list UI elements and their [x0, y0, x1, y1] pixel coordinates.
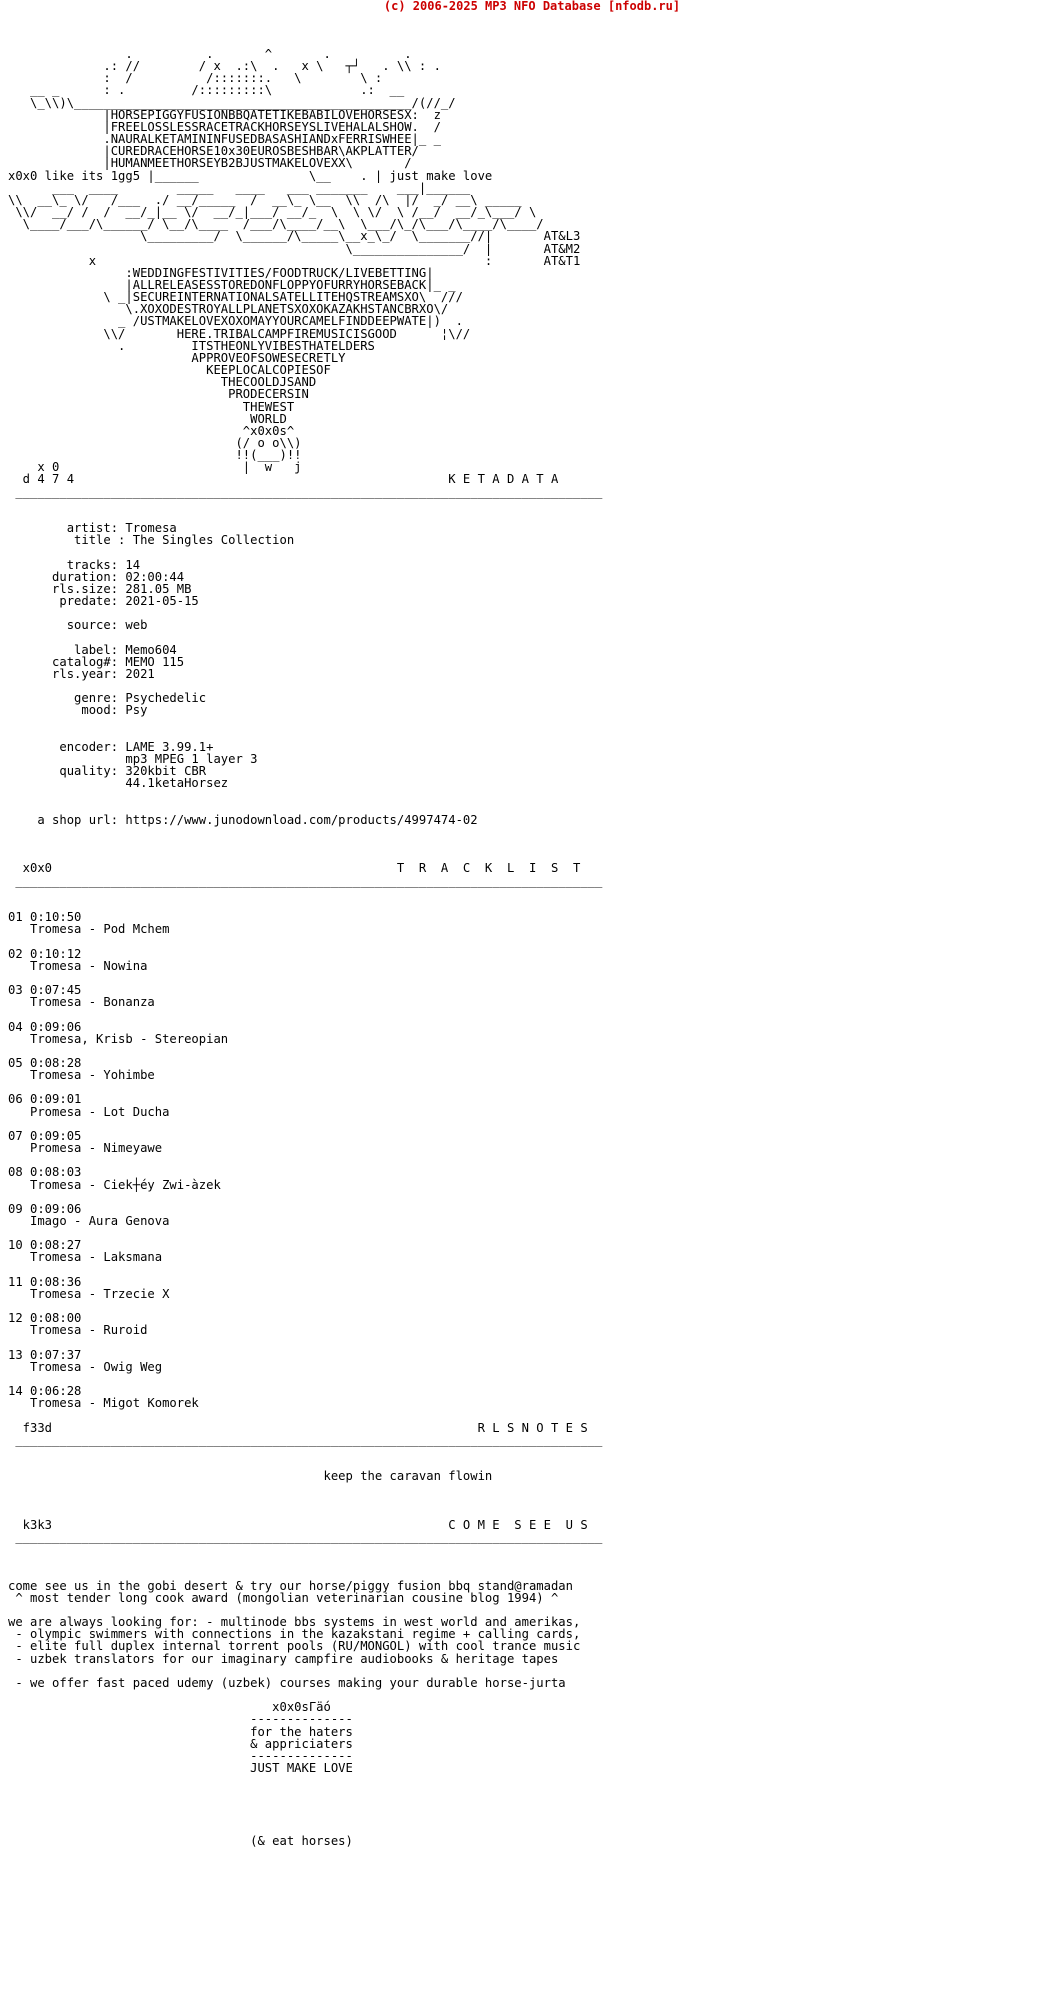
nfo-text: . . ^ . . .: // / x .:\ . x \ ┬┘ . \\ : . : / /:::::::. \ \ : __ _ : . /:::::::::\ .: __ \_\\)\______________________________________________/(//_/ |HORSEPIGGYFUSIONBBQATETIKEBABILOVEHORSESX: z |FREELOSSLESSRACETRACKHORSEYSLIVEHALALSHOW. / .NAURALKETAMININFUSEDBASASHIANDxFERRISWHEE|_ _ |CUREDRACEHORSE10x30EUROSBESHBAR\AKPLATTER/ |HUMANMEETHORSEYB2BJUSTMAKELOVEXX\ / x0x0 like its 1gg5 |______ \__ . | just make love ___ ____ _____ ____ ___ _______ ___|______ \\ __\_ \/ /___ ./ __/_____ / __\_ \__ \\ /\ |/ _/ __\ _____ \\/ __/ / / __/_|__ \/ __/_|___/ __/_ \ \ \/ \ /__/ __/_\___/ \ \____/___/\______/ \__/\____ /___/\____/__\ \___/\_/\___/\____/\____/ \_________/ \______/\_____\__x_\_/ \_______//| AT&L3 \_______________/ | AT&M2 x : AT&T1 :WEDDINGFESTIVITIES/FOODTRUCK/LIVEBETTING| |ALLRELEASESSTOREDONFLOPPYOFURRYHORSEBACK|_ _ \ _|SECUREINTERNATIONALSATELLITEHQSTREAMSXO\ /// \.XOXODESTROYALLPLANETSXOXOKAZAKHSTANCBRXO\/ _ /USTMAKELOVEXOXOMAYYOURCAMELFINDDEEPWATE|) . \\/ HERE.TRIBALCAMPFIREMUSICISGOOD ¦\// . ITSTHEONLYVIBESTHATELDERS APPROVEOFSOWESECRETLY KEEPLOCALCOPIESOF THECOOLDJSAND PRODECERSIN THEWEST WORLD ^x0x0s^ (/ o o\\) !!(___)!! x 0 | w j d 4 7 4 K E T A D A T A ________________________________________________________________________________ artist: Tromesa title : The Singles Collection tracks: 14 duration: 02:00:44 rls.size: 281.05 MB predate: 2021-05-15 source: web label: Memo604 catalog#: MEMO 115 rls.year: 2021 genre: Psychedelic mood: Psy encoder: LAME 3.99.1+ mp3 MPEG 1 layer 3 quality: 320kbit CBR 44.1ketaHorsez a shop url: https://www.junodownload.com/products/4997474-02 x0x0 T R A C K L I S T ________________________________________________________________________________ 01 0:10:50 Tromesa - Pod Mchem 02 0:10:12 Tromesa - Nowina 03 0:07:45 Tromesa - Bonanza 04 0:09:06 Tromesa, Krisb - Stereopian 05 0:08:28 Tromesa - Yohimbe 06 0:09:01 Promesa - Lot Ducha 07 0:09:05 Promesa - Nimeyawe 08 0:08:03 Tromesa - Ciek┼éy Zwi-àzek 09 0:09:06 Imago - Aura Genova 10 0:08:27 Tromesa - Laksmana 11 0:08:36 Tromesa - Trzecie X 12 0:08:00 Tromesa - Ruroid 13 0:07:37 Tromesa - Owig Weg 14 0:06:28 Tromesa - Migot Komorek f33d R L S N O T E S ________________________________________________________________________________ keep the caravan flowin k3k3 C O M E S E E U S ________________________________________________________________________________ come see us in the gobi desert & try our horse/piggy fusion bbq stand@ramadan ^ most tender long cook award (mongolian veterinarian cousine blog 1994) ^ we are always looking for: - multinode bbs systems in west world and amerikas, - olympic swimmers with connections in the kazakstani regime + calling cards, - elite full duplex internal torrent pools (RU/MONGOL) with cool trance music - uzbek translators for our imaginary campfire audiobooks & heritage tapes - we offer fast paced udemy (uzbek) courses making your durable horse-jurta x0x0sΓäó -------------- for the haters & appriciaters -------------- JUST MAKE LOVE (& eat horses): [8, 47, 603, 1848]
site-header: (c) 2006-2025 MP3 NFO Database [nfodb.ru]: [383, 0, 681, 13]
